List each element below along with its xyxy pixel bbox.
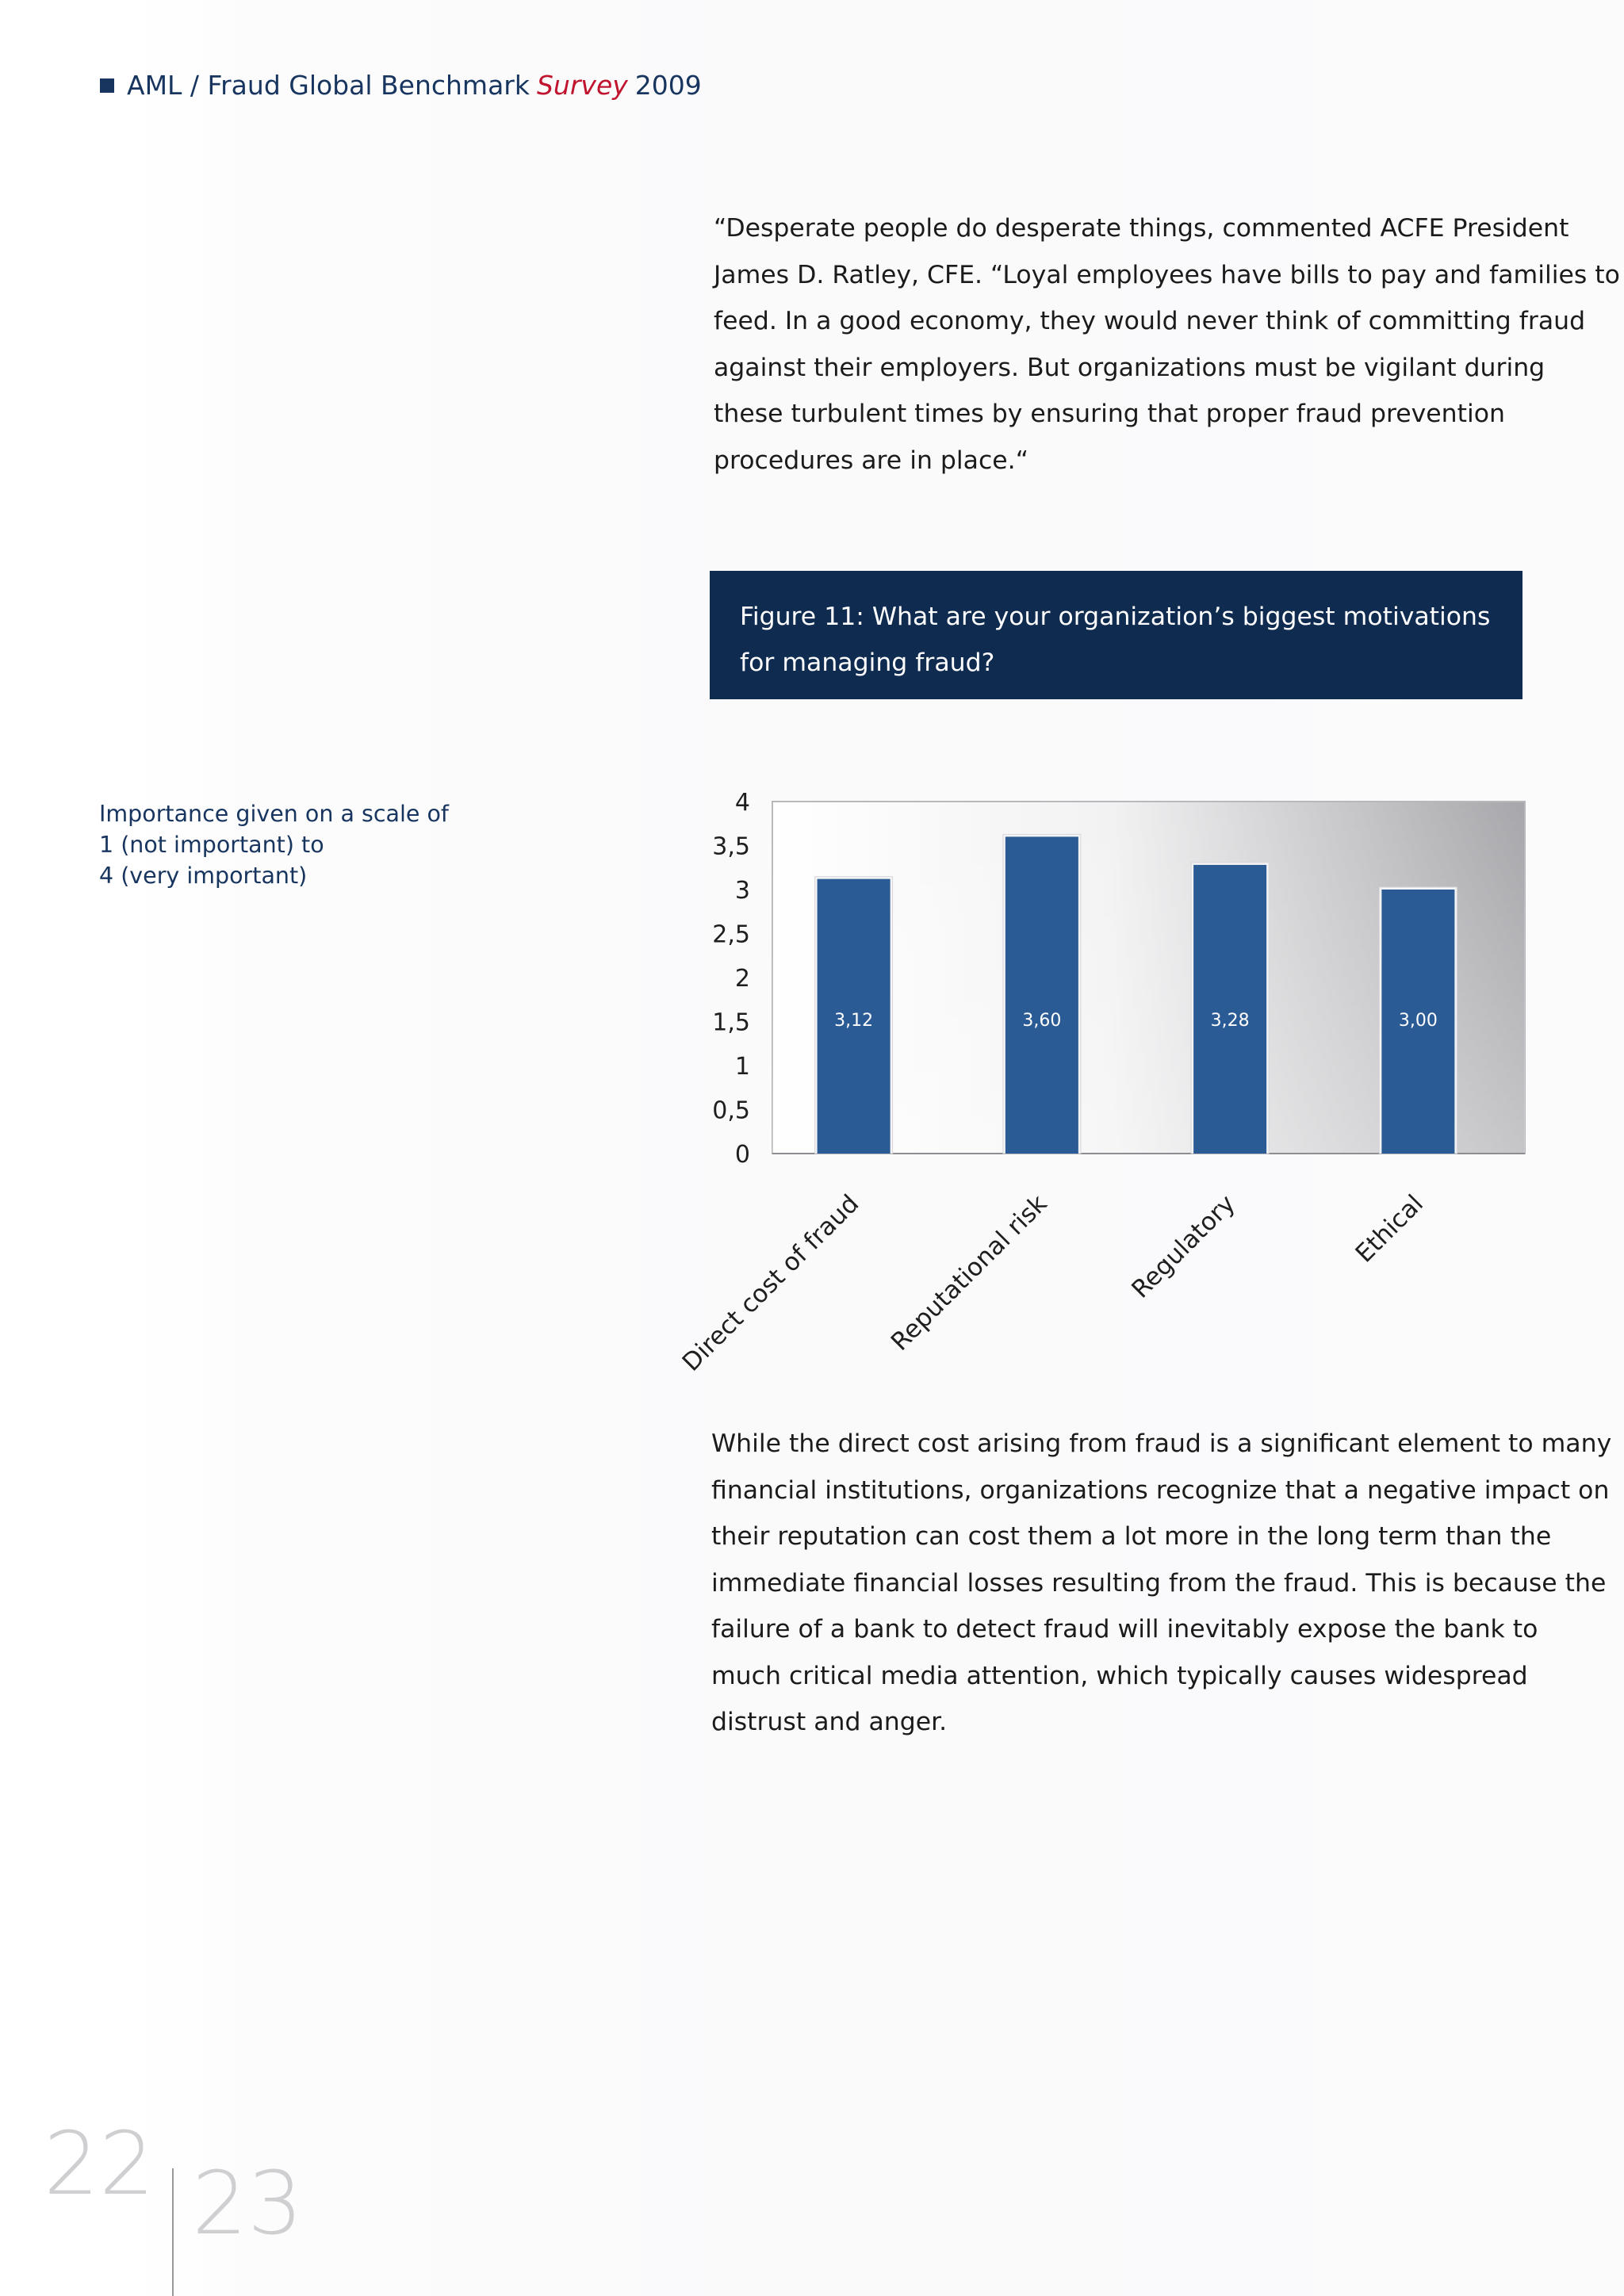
page-number-divider [172,2168,174,2296]
conclusion-line: While the direct cost arising from fraud is a significant element to many [711,1429,1612,1458]
quote-line: “Desperate people do desperate things, commented ACFE President [714,214,1569,243]
bar [1005,836,1078,1154]
quote-line: feed. In a good economy, they would never think of committing fraud [714,307,1586,335]
bar-value-label: 3,00 [1398,1011,1438,1031]
scale-note-line: 1 (not important) to [99,832,324,858]
page-number-left: 22 [44,2113,155,2214]
page-number-right: 23 [192,2152,303,2254]
bar [1193,865,1266,1154]
quote-line: these turbulent times by ensuring that proper fraud prevention [714,400,1505,428]
quote-line: procedures are in place.“ [714,446,1029,475]
x-category-label: Regulatory [1126,1189,1241,1304]
y-tick-label: 0 [734,1141,750,1169]
bar-value-label: 3,28 [1210,1011,1250,1031]
conclusion-line: their reputation can cost them a lot more in the long term than the [711,1522,1552,1551]
x-category-label: Direct cost of fraud [676,1189,865,1377]
y-tick-label: 3 [734,877,750,905]
conclusion-line: much critical media attention, which typically causes widespread [711,1661,1528,1690]
y-tick-label: 2 [734,965,750,993]
scale-note-line: 4 (very important) [99,863,308,889]
x-category-label: Reputational risk [885,1189,1053,1357]
conclusion-line: distrust and anger. [711,1708,948,1736]
y-tick-label: 3,5 [712,832,750,861]
header-year: 2009 [634,70,702,101]
y-tick-label: 1 [734,1053,750,1081]
quote-line: against their employers. But organizations must be vigilant during [714,353,1545,382]
y-tick-label: 1,5 [712,1008,750,1037]
bar-value-label: 3,60 [1022,1011,1062,1031]
y-tick-label: 2,5 [712,920,750,949]
header-highlight: Survey [536,70,628,101]
conclusion-line: immediate financial losses resulting from the fraud. This is because the [711,1568,1607,1598]
y-tick-label: 0,5 [712,1096,750,1125]
bar-value-label: 3,12 [834,1011,874,1031]
conclusion-paragraph [711,1421,1612,1746]
figure-title: Figure 11: What are your organization’s biggest motivations for managing fraud? [740,603,1491,677]
y-tick-label: 4 [734,789,750,817]
conclusion-line: financial institutions, organizations recognize that a negative impact on [711,1475,1610,1505]
header-prefix: AML / Fraud Global Benchmark [127,70,530,101]
conclusion-line: failure of a bank to detect fraud will inevitably expose the bank to [711,1615,1538,1644]
x-category-label: Ethical [1350,1189,1430,1269]
scale-note-line: Importance given on a scale of [99,801,449,827]
quote-line: James D. Ratley, CFE. “Loyal employees have bills to pay and families to [714,260,1620,289]
